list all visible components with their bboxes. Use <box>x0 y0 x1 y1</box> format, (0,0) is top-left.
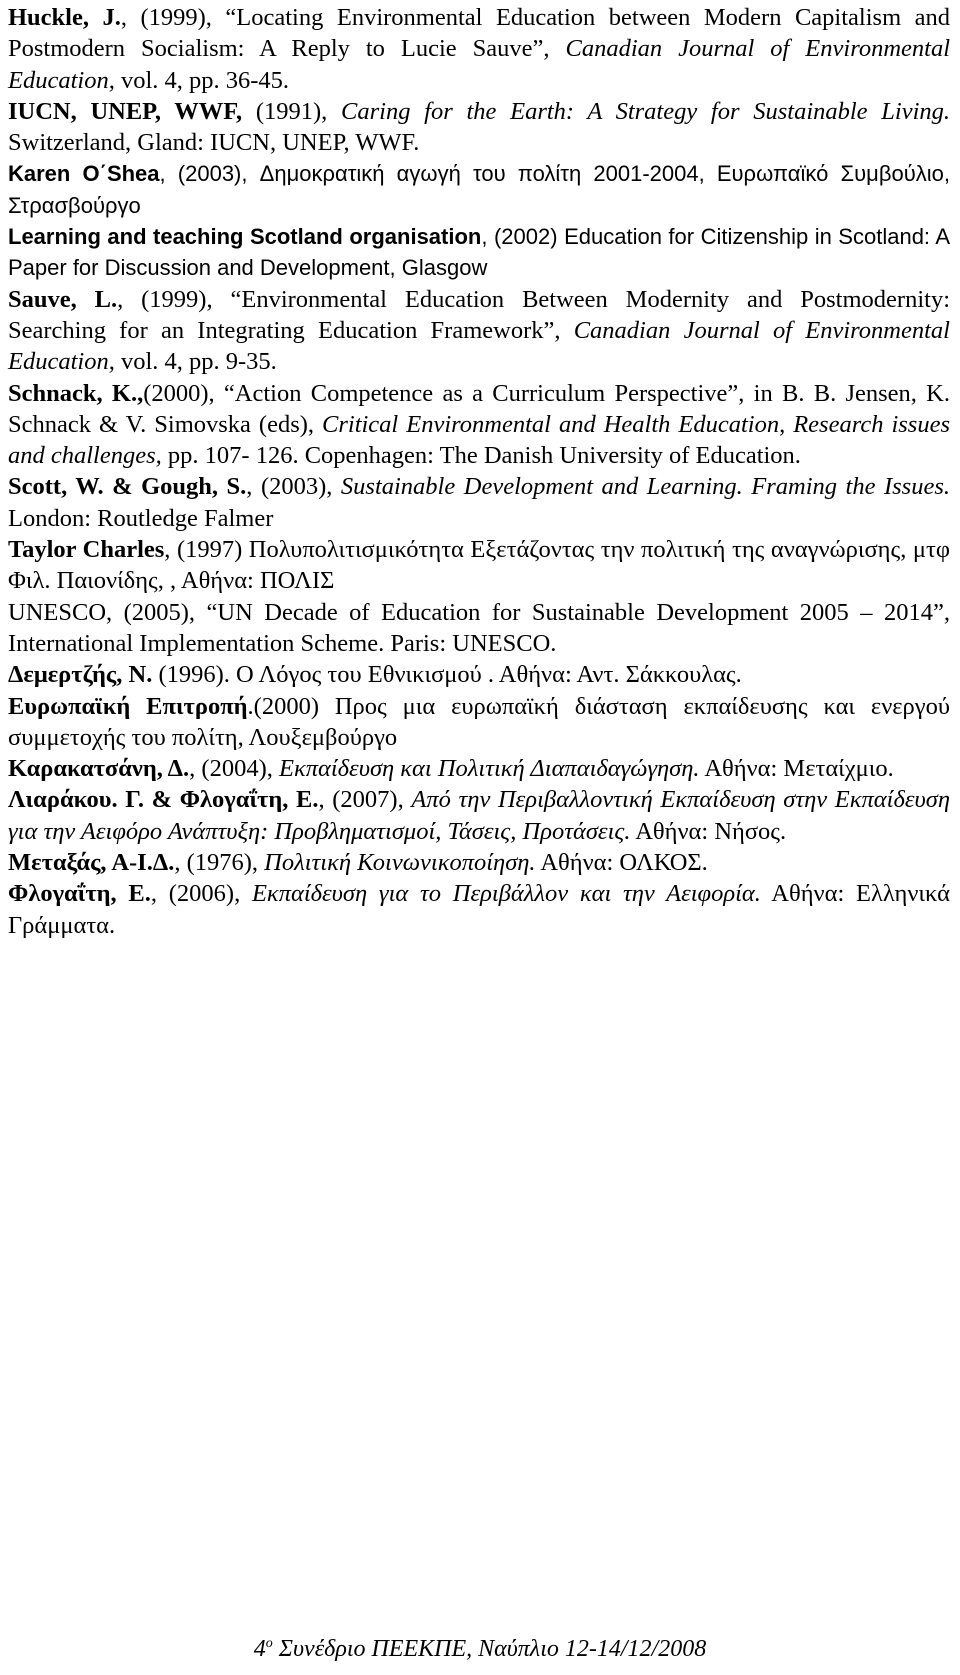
reference-author: IUCN, UNEP, WWF, <box>8 97 243 125</box>
reference-text: vol. 4, pp. 9-35. <box>114 348 277 376</box>
reference-entry <box>8 221 950 284</box>
reference-author: Learning and teaching Scotland organisation <box>8 224 482 250</box>
reference-text: , (2003), Δημοκρατική αγωγή του πολίτη 2001-2004, Ευρωπαϊκό Συμβούλιο, Στρασβούργο <box>8 161 950 218</box>
reference-entry <box>8 534 950 597</box>
reference-text: Αθήνα: ΟΛΚΟΣ. <box>535 849 708 877</box>
reference-entry <box>8 691 950 754</box>
reference-title: Εκπαίδευση για το Περιβάλλον και την Αειφορία. <box>251 880 761 908</box>
reference-text: (2000), “Action Competence as a Curriculum Perspective”, in B. B. Jensen, K. Schnack & V. Simovska (eds), <box>8 379 950 438</box>
reference-text: Αθήνα: Νήσος. <box>630 817 787 845</box>
reference-author: Schnack, K., <box>8 379 144 407</box>
footer-conference-number: 4 <box>253 1636 266 1662</box>
reference-entry <box>8 471 950 534</box>
reference-list <box>8 2 950 941</box>
footer-text: Συνέδριο ΠΕΕΚΠΕ, Ναύπλιο 12-14/12/2008 <box>272 1636 707 1662</box>
reference-entry <box>8 878 950 941</box>
reference-entry <box>8 784 950 847</box>
reference-entry <box>8 597 950 660</box>
reference-title: Critical Environmental and Health Education, Research issues and challenges, <box>8 410 950 470</box>
reference-text: UNESCO, (2005), “UN Decade of Education for Sustainable Development 2005 – 2014”, International Implementation Scheme. Paris: UNESCO. <box>8 598 950 657</box>
reference-title: Sustainable Development and Learning. Framing the Issues. <box>340 473 950 501</box>
reference-author: Scott, W. & Gough, S. <box>8 473 247 501</box>
reference-title: Πολιτική Κοινωνικοποίηση. <box>264 849 536 877</box>
reference-author: Καρακατσάνη, Δ. <box>8 755 190 783</box>
reference-author: Λιαράκου. Γ. & Φλογαΐτη, Ε. <box>8 786 319 814</box>
reference-entry <box>8 753 950 784</box>
footer-superscript: ο <box>265 1636 273 1651</box>
reference-entry <box>8 2 950 96</box>
reference-author: Sauve, L. <box>8 285 118 313</box>
reference-author: Μεταξάς, Α-Ι.Δ. <box>8 849 175 877</box>
reference-text: , (1976), <box>174 849 265 877</box>
reference-entry <box>8 847 950 878</box>
reference-author: Φλογαΐτη, Ε. <box>8 880 151 908</box>
reference-text: Switzerland, Gland: IUCN, UNEP, WWF. <box>8 129 420 157</box>
reference-text: (1996). Ο Λόγος του Εθνικισμού . Αθήνα: Αντ. Σάκκουλας. <box>152 661 742 689</box>
reference-text: , (1997) Πολυπολιτισμικότητα Εξετάζοντας την πολιτική της αναγνώρισης, μτφ Φιλ. Παιονίδης, , Αθήνα: ΠΟΛΙΣ <box>8 536 950 595</box>
reference-title: Canadian Journal of Environmental Education, <box>8 35 951 94</box>
reference-text: .(2000) Προς μια ευρωπαϊκή διάσταση εκπαίδευσης και ενεργού συμμετοχής του πολίτη, Λουξεμβούργο <box>8 692 950 751</box>
reference-text: Αθήνα: Μεταίχμιο. <box>699 755 894 783</box>
reference-text: pp. 107- 126. Copenhagen: The Danish University of Education. <box>161 442 801 470</box>
reference-text: , (2006), <box>150 880 252 908</box>
reference-title: Canadian Journal of Environmental Education, <box>8 316 950 376</box>
reference-entry <box>8 659 950 690</box>
reference-text: , (2002) Education for Citizenship in Scotland: A Paper for Discussion and Development, Glasgow <box>8 224 950 281</box>
reference-entry <box>8 96 950 159</box>
reference-text: London: Routledge Falmer <box>8 504 274 532</box>
reference-text: , (2007), <box>318 786 412 814</box>
page-footer <box>0 1634 960 1664</box>
reference-text: , (1999), “Locating Environmental Education between Modern Capitalism and Postmodern Socialism: A Reply to Lucie Sauve”, <box>8 4 950 63</box>
reference-author: Ευρωπαϊκή Επιτροπή <box>8 692 248 720</box>
reference-text: (1991), <box>242 97 342 125</box>
reference-title: Εκπαίδευση και Πολιτική Διαπαιδαγώγηση. <box>278 755 700 783</box>
reference-entry <box>8 378 950 472</box>
reference-text: , (1999), “Environmental Education Between Modernity and Postmodernity: Searching for an Integrating Education Framework”, <box>8 285 951 344</box>
reference-author: Taylor Charles <box>8 536 165 564</box>
reference-title: Από την Περιβαλλοντική Εκπαίδευση στην Εκπαίδευση για την Αειφόρο Ανάπτυξη: Προβληματισμοί, Τάσεις, Προτάσεις. <box>8 786 950 845</box>
reference-author: Δεμερτζής, Ν. <box>8 661 153 689</box>
reference-text: , (2003), <box>246 473 341 501</box>
reference-text: , (2004), <box>189 755 279 783</box>
reference-text: vol. 4, pp. 36-45. <box>114 66 290 94</box>
reference-author: Huckle, J. <box>8 4 121 31</box>
reference-title: Caring for the Earth: A Strategy for Sustainable Living. <box>341 97 950 125</box>
reference-entry <box>8 158 950 221</box>
reference-entry <box>8 284 950 378</box>
reference-text: Αθήνα: Ελληνικά Γράμματα. <box>8 880 950 939</box>
reference-author: Karen O΄Shea <box>8 161 160 187</box>
